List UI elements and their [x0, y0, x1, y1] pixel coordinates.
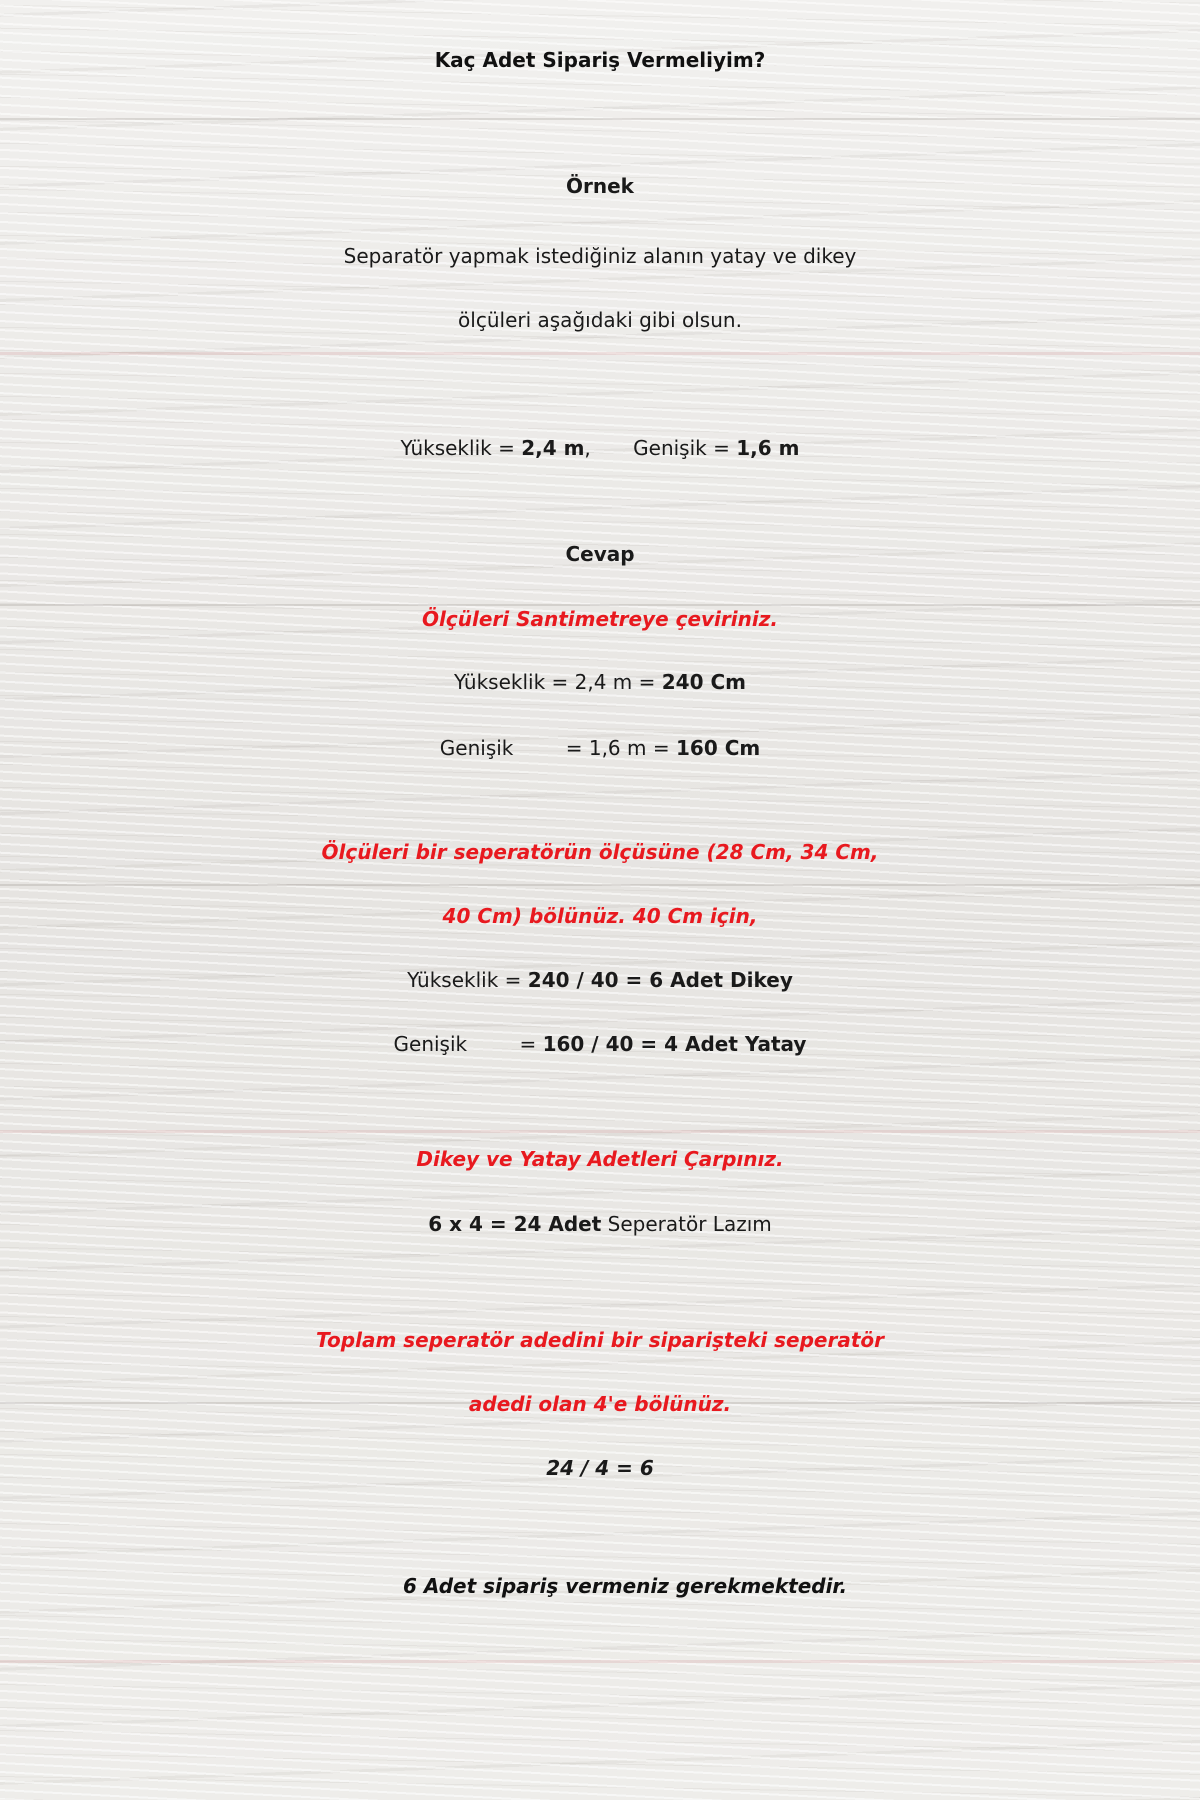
height-label: Yükseklik =	[400, 436, 515, 460]
step2-title-line-1: Ölçüleri bir seperatörün ölçüsüne (28 Cm, 34 Cm,	[321, 840, 879, 864]
step2-height-row	[0, 970, 1200, 990]
dimension-separator: ,	[584, 436, 591, 460]
step3-title: Dikey ve Yatay Adetleri Çarpınız.	[416, 1147, 784, 1171]
step1-height-row	[0, 672, 1200, 692]
step1-width-value: 160 Cm	[675, 736, 761, 760]
step1-height-value: 240 Cm	[661, 670, 746, 694]
answer-heading: Cevap	[565, 542, 635, 566]
step3-calc-rest: Seperatör Lazım	[607, 1212, 772, 1236]
example-text-line-2: ölçüleri aşağıdaki gibi olsun.	[458, 308, 742, 332]
example-heading: Örnek	[566, 174, 634, 198]
step3-calc	[0, 1214, 1200, 1234]
step1-title: Ölçüleri Santimetreye çeviriniz.	[422, 607, 778, 631]
step3-calc-bold: 6 x 4 = 24 Adet	[428, 1212, 602, 1236]
wood-seam	[0, 1660, 1200, 1663]
step2-title-line-2: 40 Cm) bölünüz. 40 Cm için,	[442, 904, 758, 928]
step1-width-eq: = 1,6 m =	[565, 736, 670, 760]
step2-height-label: Yükseklik =	[407, 968, 522, 992]
step2-height-value: 240 / 40 = 6 Adet Dikey	[527, 968, 793, 992]
step2-width-value: 160 / 40 = 4 Adet Yatay	[542, 1032, 807, 1056]
step2-width-label: Genişik	[393, 1032, 468, 1056]
step4-title-line-1: Toplam seperatör adedini bir siparişteki seperatör	[315, 1328, 885, 1352]
step2-width-eq: =	[519, 1032, 537, 1056]
step1-height-label: Yükseklik = 2,4 m =	[453, 670, 656, 694]
step2-width-row	[0, 1034, 1200, 1054]
step1-width-row	[0, 738, 1200, 758]
page-title: Kaç Adet Sipariş Vermeliyim?	[434, 48, 766, 72]
wood-seam	[0, 1130, 1200, 1133]
conclusion: 6 Adet sipariş vermeniz gerekmektedir.	[402, 1574, 848, 1598]
step4-calc: 24 / 4 = 6	[546, 1456, 654, 1480]
wood-seam	[0, 604, 1200, 606]
height-value: 2,4 m	[521, 436, 585, 460]
step1-width-label: Genişik	[439, 736, 514, 760]
width-label: Genişik =	[633, 436, 730, 460]
step4-title-line-2: adedi olan 4'e bölünüz.	[468, 1392, 732, 1416]
wood-seam	[0, 118, 1200, 120]
example-dimensions	[0, 438, 1200, 458]
example-text-line-1: Separatör yapmak istediğiniz alanın yatay ve dikey	[343, 244, 857, 268]
width-value: 1,6 m	[736, 436, 800, 460]
wood-seam	[0, 884, 1200, 886]
wood-seam	[0, 352, 1200, 355]
